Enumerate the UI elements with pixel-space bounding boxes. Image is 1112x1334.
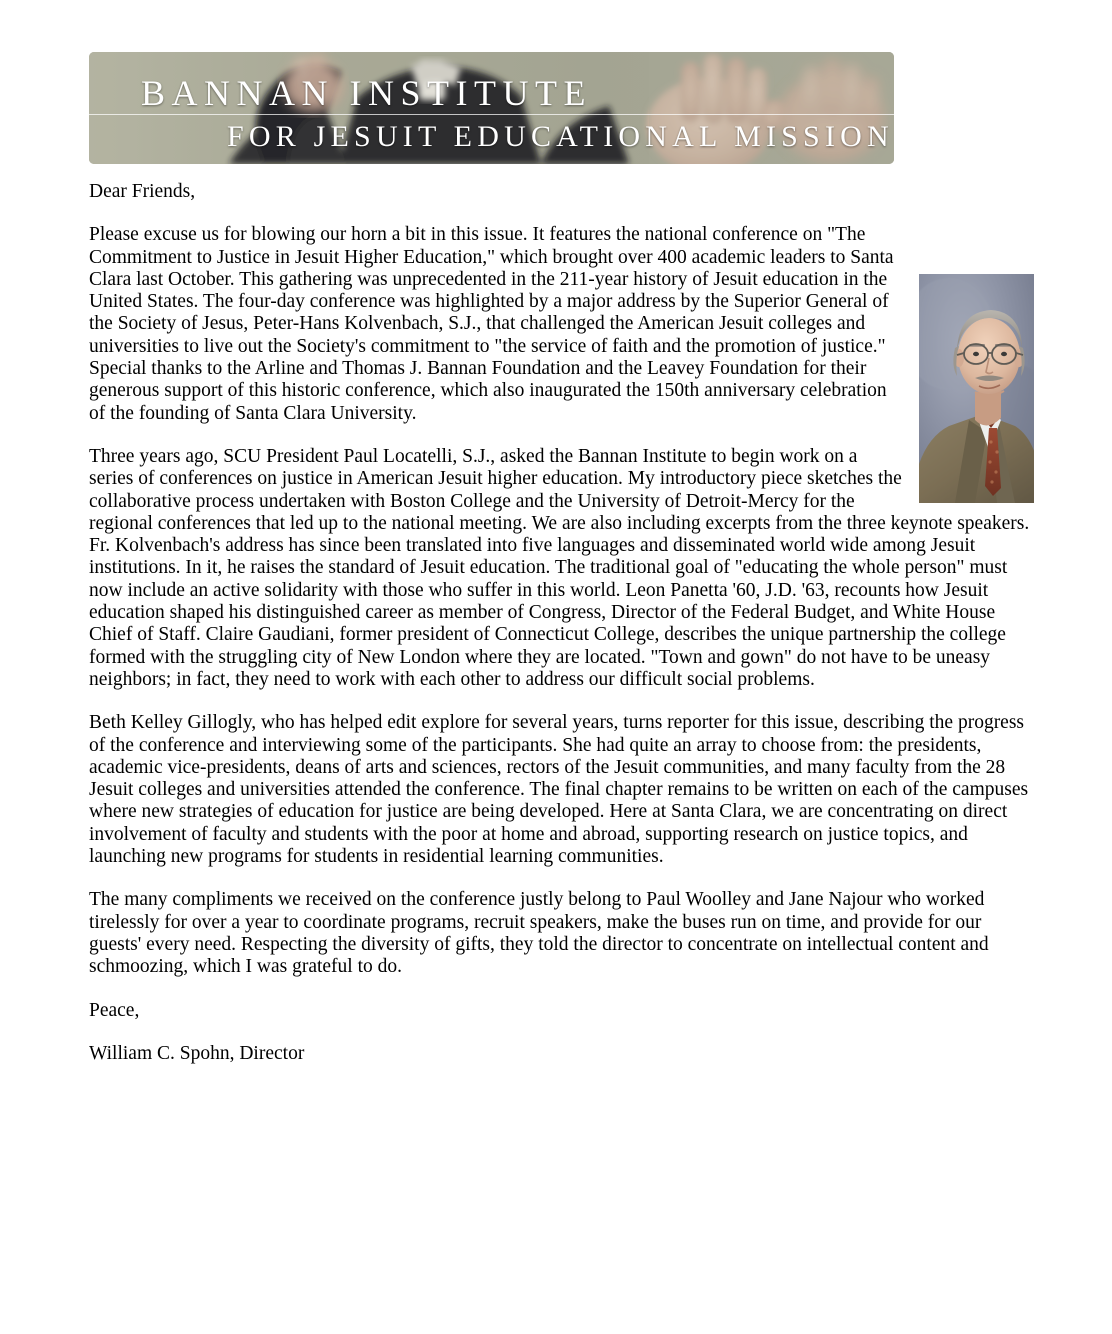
letter-body: [89, 181, 1034, 1065]
banner-subtitle: FOR JESUIT EDUCATIONAL MISSION: [227, 120, 894, 153]
banner-title: BANNAN INSTITUTE: [141, 73, 592, 113]
letter-closing: Peace,: [89, 999, 140, 1021]
letter-paragraph: Beth Kelley Gillogly, who has helped edit explore for several years, turns reporter for this issue, describing the progress of the conference and interviewing some of the participants. She had quite an array to choose from: the presidents, academic vice-presidents, deans of arts and sciences, rectors of the Jesuit communities, and many faculty from the 28 Jesuit colleges and universities attended the conference. The final chapter remains to be written on each of the campuses where new strategies of education for justice are being developed. Here at Santa Clara, we are concentrating on direct involvement of faculty and students with the poor at home and abroad, supporting research on justice topics, and launching new programs for students in residential learning communities.: [89, 712, 1029, 868]
banner-divider-rule: [89, 114, 894, 115]
letter-paragraph: Three years ago, SCU President Paul Locatelli, S.J., asked the Bannan Institute to begin work on a series of conferences on justice in American Jesuit higher education. My introductory piece sketches the collaborative process undertaken with Boston College and the University of Detroit-Mercy for the regional conferences that led up to the national meeting. We are also including excerpts from the three keynote speakers. Fr. Kolvenbach's address has since been translated into five languages and disseminated world wide among Jesuit institutions. In it, he raises the standard of Jesuit education. The traditional goal of "educating the whole person" must now include an active solidarity with those who suffer in this world. Leon Panetta '60, J.D. '63, recounts how Jesuit education shaped his distinguished career as member of Congress, Director of the Federal Budget, and White House Chief of Staff. Claire Gaudiani, former president of Connecticut College, describes the unique partnership the college formed with the struggling city of New London where they are located. "Town and gown" do not have to be uneasy neighbors; in fact, they need to work with each other to address our difficult social problems.: [89, 445, 1030, 690]
letter-signature: William C. Spohn, Director: [89, 1042, 305, 1064]
director-portrait: [919, 274, 1034, 503]
letter-salutation: Dear Friends,: [89, 181, 196, 202]
letter-paragraph: Please excuse us for blowing our horn a bit in this issue. It features the national conference on "The Commitment to Justice in Jesuit Higher Education," which brought over 400 academic leaders to Santa Clara last October. This gathering was unprecedented in the 211-year history of Jesuit education in the United States. The four-day conference was highlighted by a major address by the Superior General of the Society of Jesus, Peter-Hans Kolvenbach, S.J., that challenged the American Jesuit colleges and universities to live out the Society's commitment to "the service of faith and the promotion of justice." Special thanks to the Arline and Thomas J. Bannan Foundation and the Leavey Foundation for their generous support of this historic conference, which also inaugurated the 150th anniversary celebration of the founding of Santa Clara University.: [89, 224, 894, 424]
masthead-banner: [89, 52, 894, 164]
letter-paragraph: The many compliments we received on the conference justly belong to Paul Woolley and Jane Najour who worked tirelessly for over a year to coordinate programs, recruit speakers, make the buses run on time, and provide for our guests' every need. Respecting the diversity of gifts, they told the director to concentrate on intellectual content and schmoozing, which I was grateful to do.: [89, 889, 989, 978]
